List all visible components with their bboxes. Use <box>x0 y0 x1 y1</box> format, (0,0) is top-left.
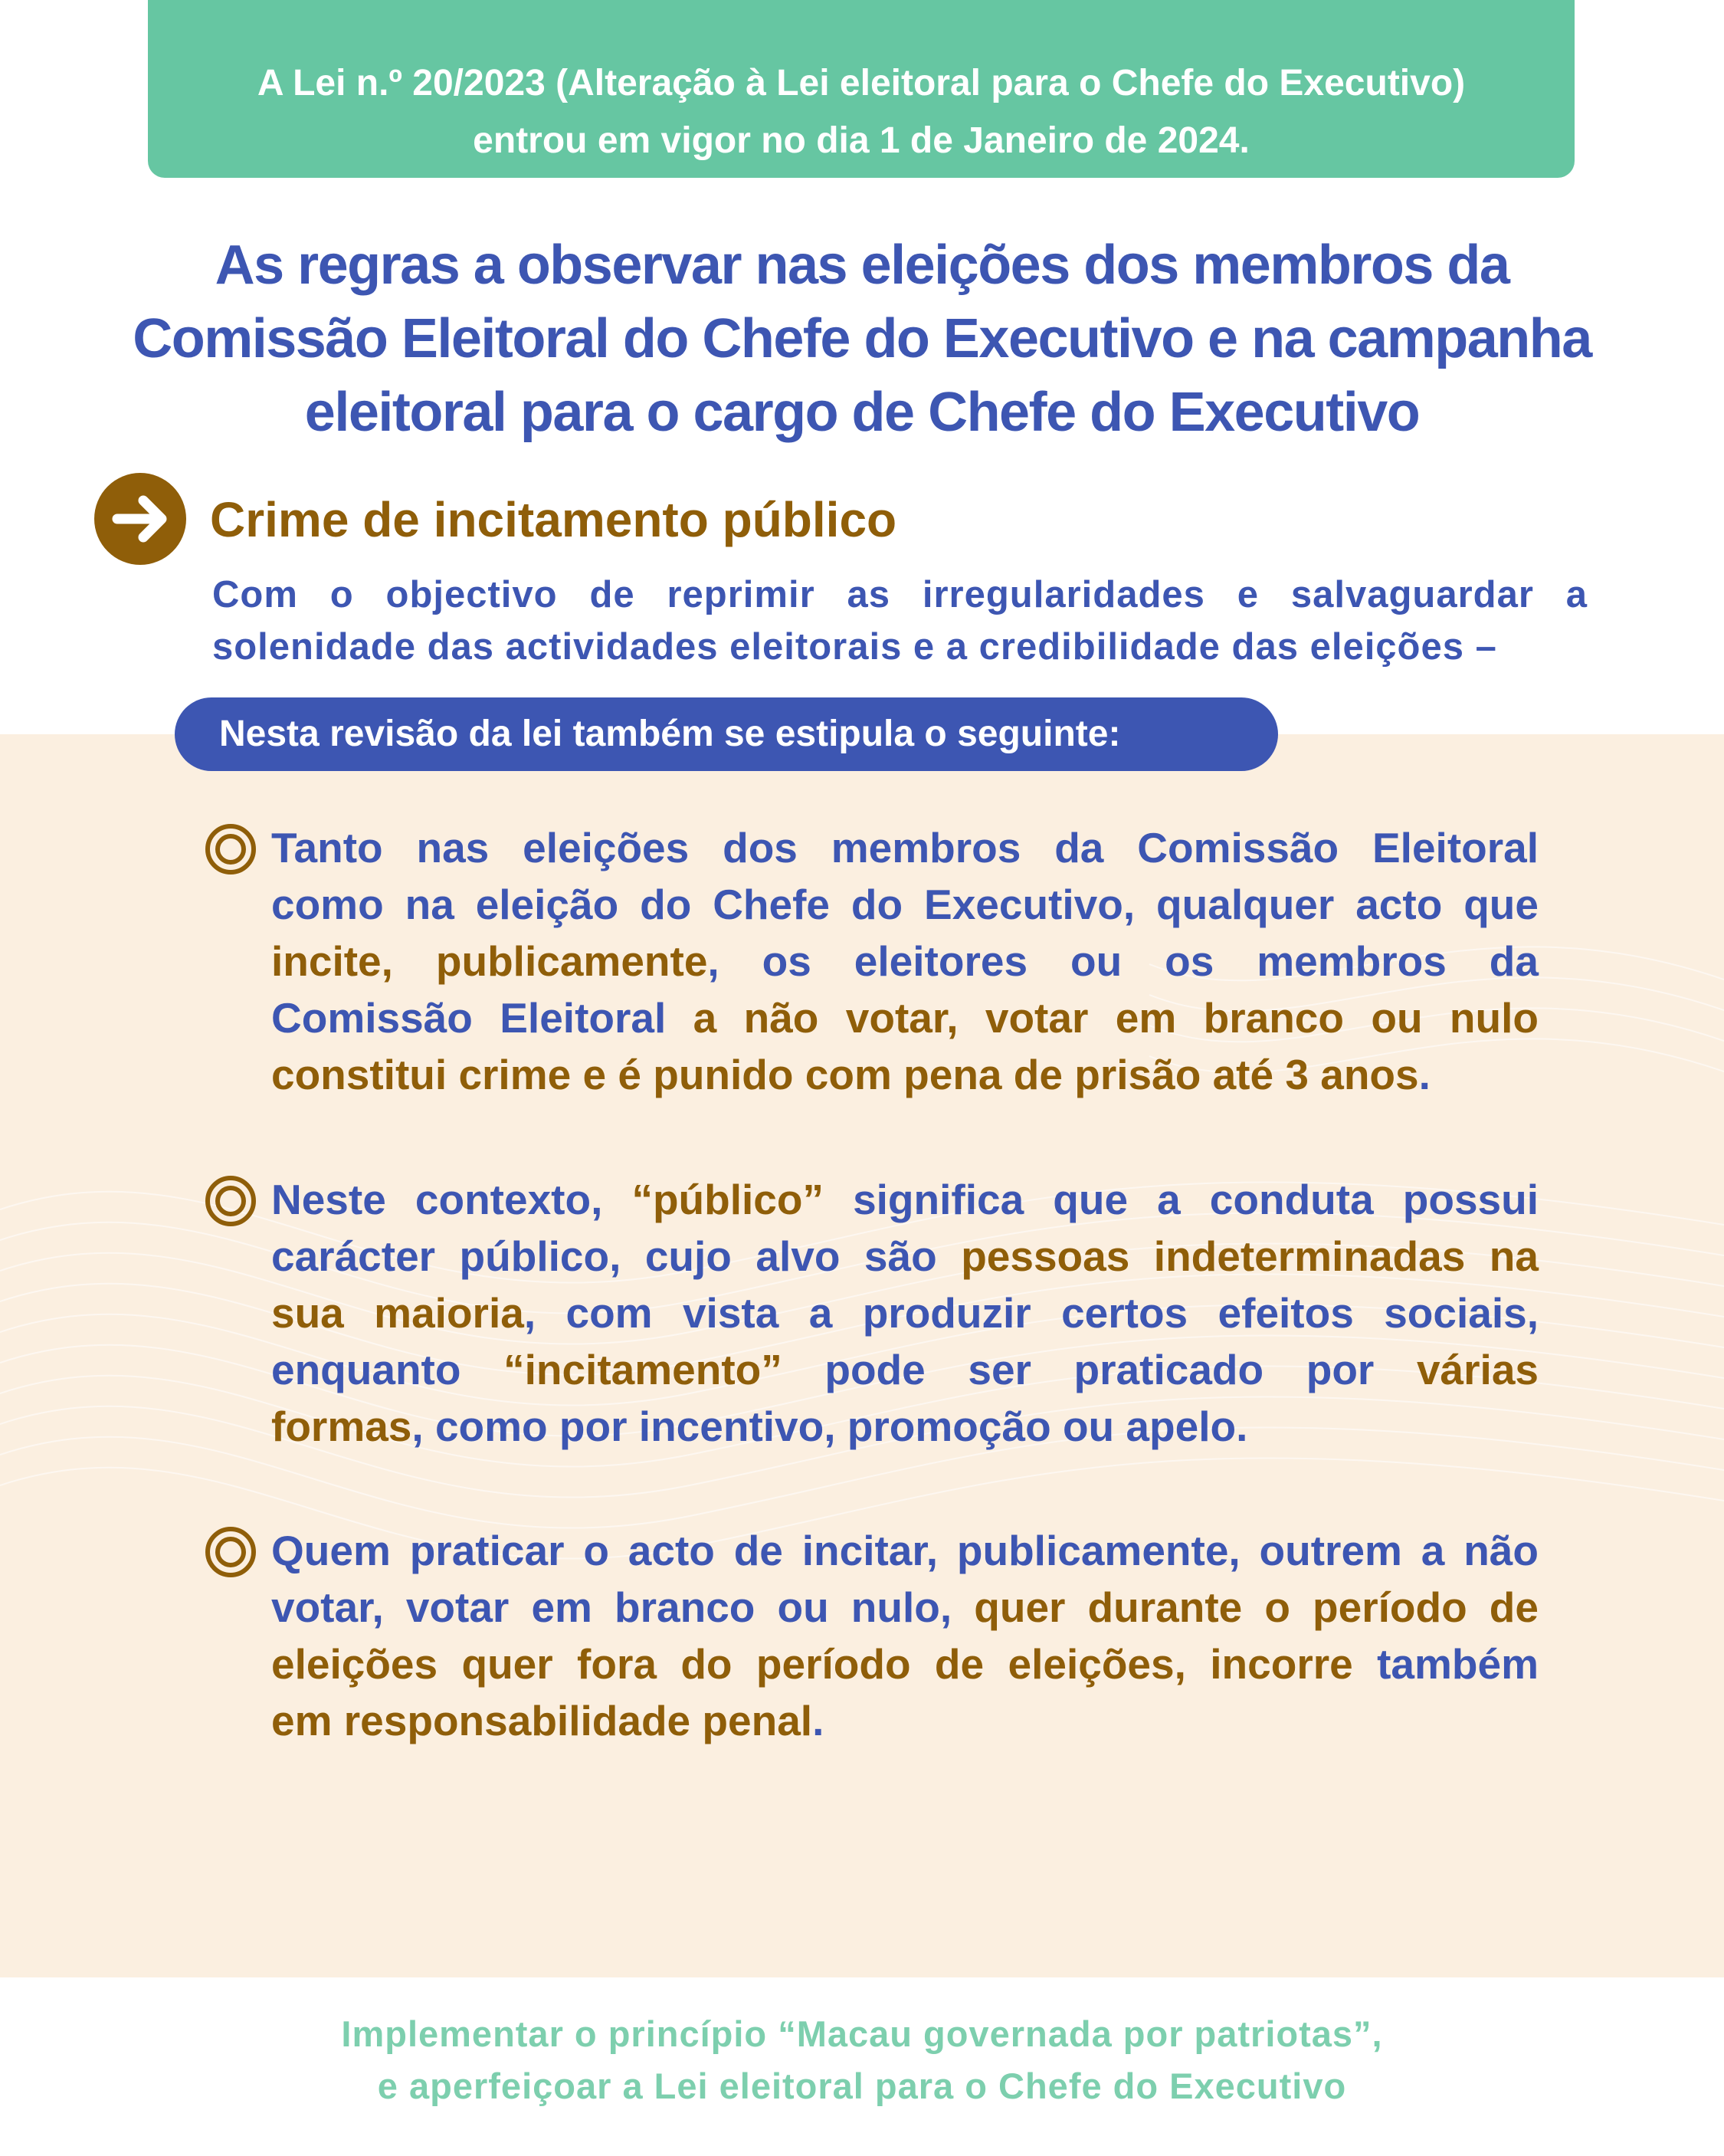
text-segment: , com vista a produzir certos efeitos sociais, <box>523 1289 1539 1337</box>
bullet-line <box>271 1341 1539 1398</box>
banner-line-2: entrou em vigor no dia 1 de Janeiro de 2024. <box>473 120 1250 161</box>
section-heading: Crime de incitamento público <box>210 492 897 547</box>
double-ring-bullet-icon <box>204 1525 257 1579</box>
revision-note-pill: Nesta revisão da lei também se estipula o seguinte: <box>175 697 1278 771</box>
bullet-item-2 <box>271 1171 1539 1455</box>
bullet-line <box>271 876 1539 933</box>
text-segment: a não votar, votar em branco ou nulo <box>693 994 1539 1042</box>
text-segment: Comissão Eleitoral <box>271 994 693 1042</box>
text-segment: sua maioria <box>271 1289 524 1337</box>
text-segment: várias <box>1416 1346 1539 1393</box>
page-title <box>0 228 1724 449</box>
top-banner <box>148 0 1575 178</box>
text-segment: incite, <box>271 937 436 985</box>
text-segment: também <box>1377 1640 1539 1688</box>
text-segment: formas <box>271 1403 412 1450</box>
footer-line-2: e aperfeiçoar a Lei eleitoral para o Chefe do Executivo <box>377 2066 1347 2106</box>
text-segment: . <box>812 1697 824 1744</box>
title-line-1: As regras a observar nas eleições dos membros da <box>215 235 1509 296</box>
section-intro <box>212 569 1588 673</box>
text-segment: carácter público, cujo alvo são <box>271 1232 962 1280</box>
bullet-line <box>271 1522 1539 1579</box>
bullet-line <box>271 1636 1539 1692</box>
bullet-line <box>271 1285 1539 1341</box>
footer-slogan <box>0 2008 1724 2112</box>
text-segment: publicamente <box>435 937 708 985</box>
bullet-line <box>271 1046 1539 1103</box>
text-segment: quer durante o período de <box>974 1583 1539 1631</box>
text-segment: constitui crime e é punido com pena de prisão até 3 anos <box>271 1051 1419 1098</box>
bullet-line <box>271 1171 1539 1228</box>
bullet-item-1 <box>271 819 1539 1103</box>
title-line-3: eleitoral para o cargo de Chefe do Executivo <box>304 382 1420 443</box>
text-segment: , como por incentivo, promoção ou apelo. <box>411 1403 1248 1450</box>
text-segment: votar, votar em branco ou nulo, <box>271 1583 975 1631</box>
text-segment: em responsabilidade penal <box>271 1697 813 1744</box>
bullet-line <box>271 1692 1539 1749</box>
text-segment: “público” <box>631 1176 824 1223</box>
text-segment: , os eleitores ou os membros da <box>707 937 1539 985</box>
text-segment: como na eleição do Chefe do Executivo, qualquer acto que <box>271 881 1539 928</box>
text-segment: . <box>1418 1051 1431 1098</box>
bullet-item-3 <box>271 1522 1539 1749</box>
bullet-line <box>271 1228 1539 1285</box>
bullet-line <box>271 1579 1539 1636</box>
text-segment: enquanto <box>271 1346 504 1393</box>
bullet-line <box>271 819 1539 876</box>
text-segment: eleições quer fora do período de eleições, incorre <box>271 1640 1378 1688</box>
arrow-circle-icon <box>94 473 186 565</box>
text-segment: significa que a conduta possui <box>823 1176 1539 1223</box>
text-segment: pessoas indeterminadas na <box>961 1232 1539 1280</box>
text-segment: Tanto nas eleições dos membros da Comissão Eleitoral <box>271 824 1539 871</box>
bullet-line <box>271 933 1539 989</box>
intro-line-1: Com o objectivo de reprimir as irregularidades e salvaguardar a <box>212 574 1588 615</box>
title-line-2: Comissão Eleitoral do Chefe do Executivo e na campanha <box>133 308 1591 369</box>
text-segment: Quem praticar o acto de incitar, publicamente, outrem a não <box>271 1527 1539 1574</box>
footer-line-1: Implementar o princípio “Macau governada por patriotas”, <box>341 2013 1383 2054</box>
bullet-line <box>271 989 1539 1046</box>
text-segment: “incitamento” <box>503 1346 782 1393</box>
banner-line-1: A Lei n.º 20/2023 (Alteração à Lei eleitoral para o Chefe do Executivo) <box>257 63 1466 103</box>
double-ring-bullet-icon <box>204 1174 257 1228</box>
double-ring-bullet-icon <box>204 822 257 876</box>
bullet-line <box>271 1398 1539 1455</box>
text-segment: pode ser praticado por <box>782 1346 1417 1393</box>
text-segment: Neste contexto, <box>271 1176 632 1223</box>
intro-line-2: solenidade das actividades eleitorais e a credibilidade das eleições – <box>212 626 1497 668</box>
